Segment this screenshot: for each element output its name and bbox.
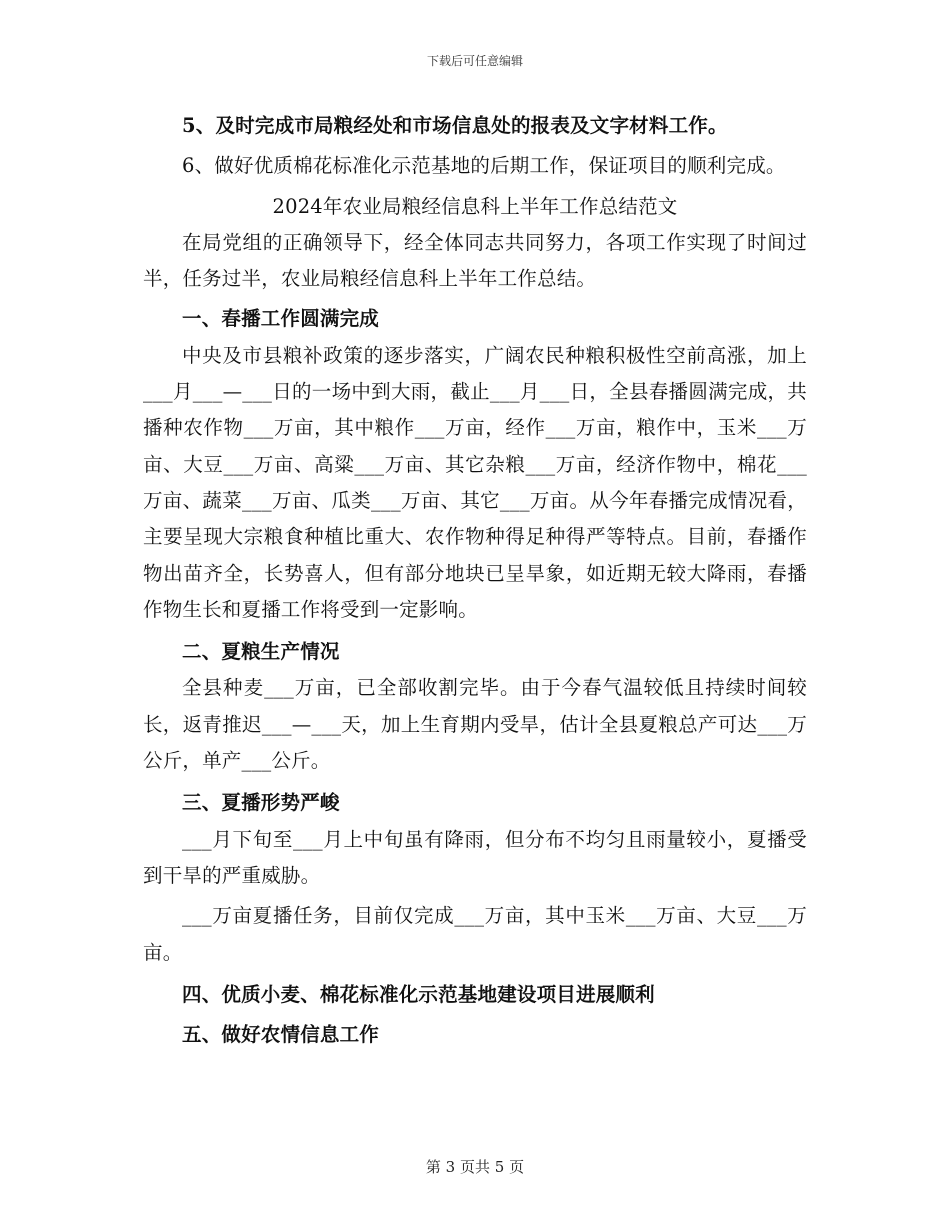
- intro-paragraph: 在局党组的正确领导下，经全体同志共同努力，各项工作实现了时间过半，任务过半，农业局粮经信息科上半年工作总结。: [143, 230, 807, 291]
- section-heading-2: 二、夏粮生产情况: [182, 640, 340, 664]
- section-2-paragraph: 全县种麦___万亩，已全部收割完毕。由于今春气温较低且持续时间较长，返青推迟___—___天，加上生育期内受旱，估计全县夏粮总产可达___万公斤，单产___公斤。: [143, 676, 807, 773]
- section-heading-3: 三、夏播形势严峻: [182, 791, 340, 815]
- paragraph-item-5: 5、及时完成市局粮经处和市场信息处的报表及文字材料工作。: [182, 114, 728, 137]
- page-header: 下载后可任意编辑: [426, 54, 523, 68]
- document-title: 2024年农业局粮经信息科上半年工作总结范文: [272, 194, 678, 218]
- section-3-paragraph-2: ___万亩夏播任务，目前仅完成___万亩，其中玉米___万亩、大豆___万亩。: [143, 904, 807, 964]
- paragraph-item-6: 6、做好优质棉花标准化示范基地的后期工作，保证项目的顺利完成。: [182, 154, 786, 178]
- section-1-paragraph: 中央及市县粮补政策的逐步落实，广阔农民种粮积极性空前高涨，加上___月___—___日的一场中到大雨，截止___月___日，全县春播圆满完成，共播种农作物___万亩，其中粮作___万亩，经作___万亩，粮作中，玉米___万亩、大豆___万亩、高粱___万亩、其它杂粮___万亩，经济作物中，棉花___万亩、蔬菜___万亩、瓜类___万亩、其它___万亩。从今年春播完成情况看，主要呈现大宗粮食种植比重大、农作物种得足种得严等特点。目前，春播作物出苗齐全，长势喜人，但有部分地块已呈旱象，如近期无较大降雨，春播作物生长和夏播工作将受到一定影响。: [143, 343, 807, 621]
- section-heading-1: 一、春播工作圆满完成: [182, 307, 380, 331]
- section-3-paragraph-1: ___月下旬至___月上中旬虽有降雨，但分布不均匀且雨量较小，夏播受到干旱的严重威胁。: [143, 827, 807, 887]
- page-footer: 第 3 页共 5 页: [425, 1158, 525, 1176]
- document-body: [143, 108, 807, 1053]
- section-heading-4: 四、优质小麦、棉花标准化示范基地建设项目进展顺利: [182, 982, 655, 1006]
- section-heading-5: 五、做好农情信息工作: [182, 1023, 380, 1047]
